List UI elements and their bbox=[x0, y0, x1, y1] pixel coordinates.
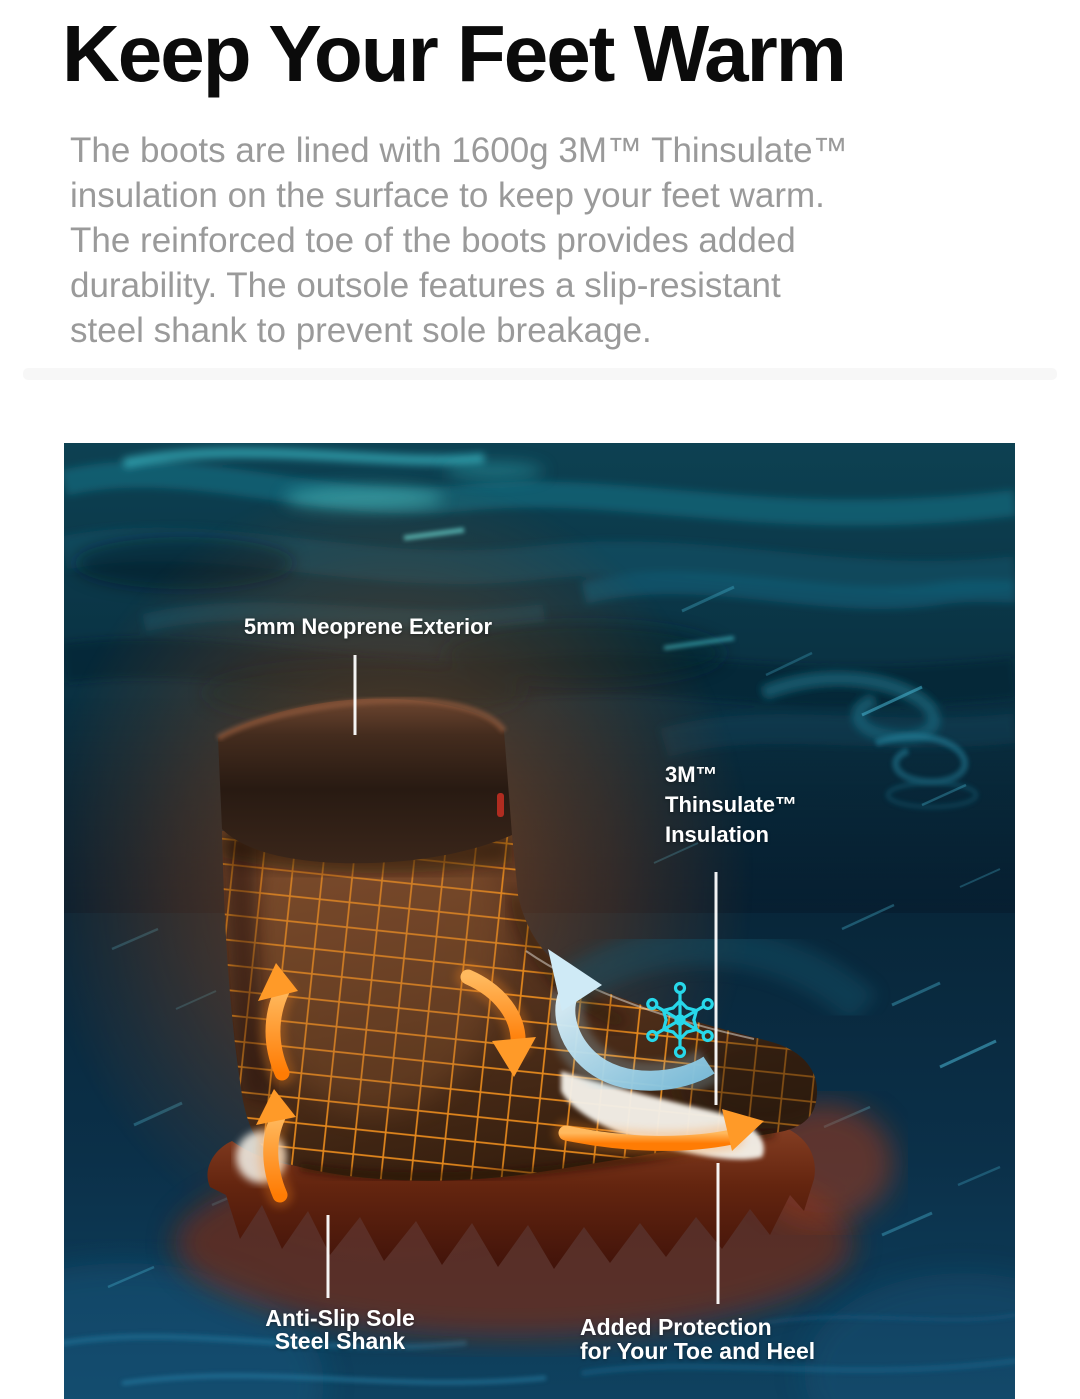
description-line: steel shank to prevent sole breakage. bbox=[70, 311, 652, 350]
description-line: insulation on the surface to keep your feet warm. bbox=[70, 176, 825, 215]
boot-collar bbox=[218, 699, 512, 863]
boot-underwater-illustration bbox=[64, 443, 1015, 1399]
callout-neoprene-label: 5mm Neoprene Exterior bbox=[243, 614, 493, 639]
product-image bbox=[64, 443, 1015, 1399]
description-line: The reinforced toe of the boots provides added bbox=[70, 221, 796, 260]
page-title: Keep Your Feet Warm bbox=[62, 9, 845, 98]
divider bbox=[23, 368, 1057, 380]
callout-antislip-label: Anti-Slip Sole Steel Shank bbox=[265, 1305, 415, 1354]
callout-thinsulate-label: 3M™ Thinsulate™ Insulation bbox=[665, 762, 798, 847]
brand-tag bbox=[497, 793, 504, 817]
description-line: The boots are lined with 1600g 3M™ Thinsulate™ bbox=[70, 131, 848, 170]
callout-protection-label: Added Protection for Your Toe and Heel bbox=[580, 1314, 816, 1364]
product-description bbox=[70, 128, 848, 353]
description-line: durability. The outsole features a slip-resistant bbox=[70, 266, 781, 305]
